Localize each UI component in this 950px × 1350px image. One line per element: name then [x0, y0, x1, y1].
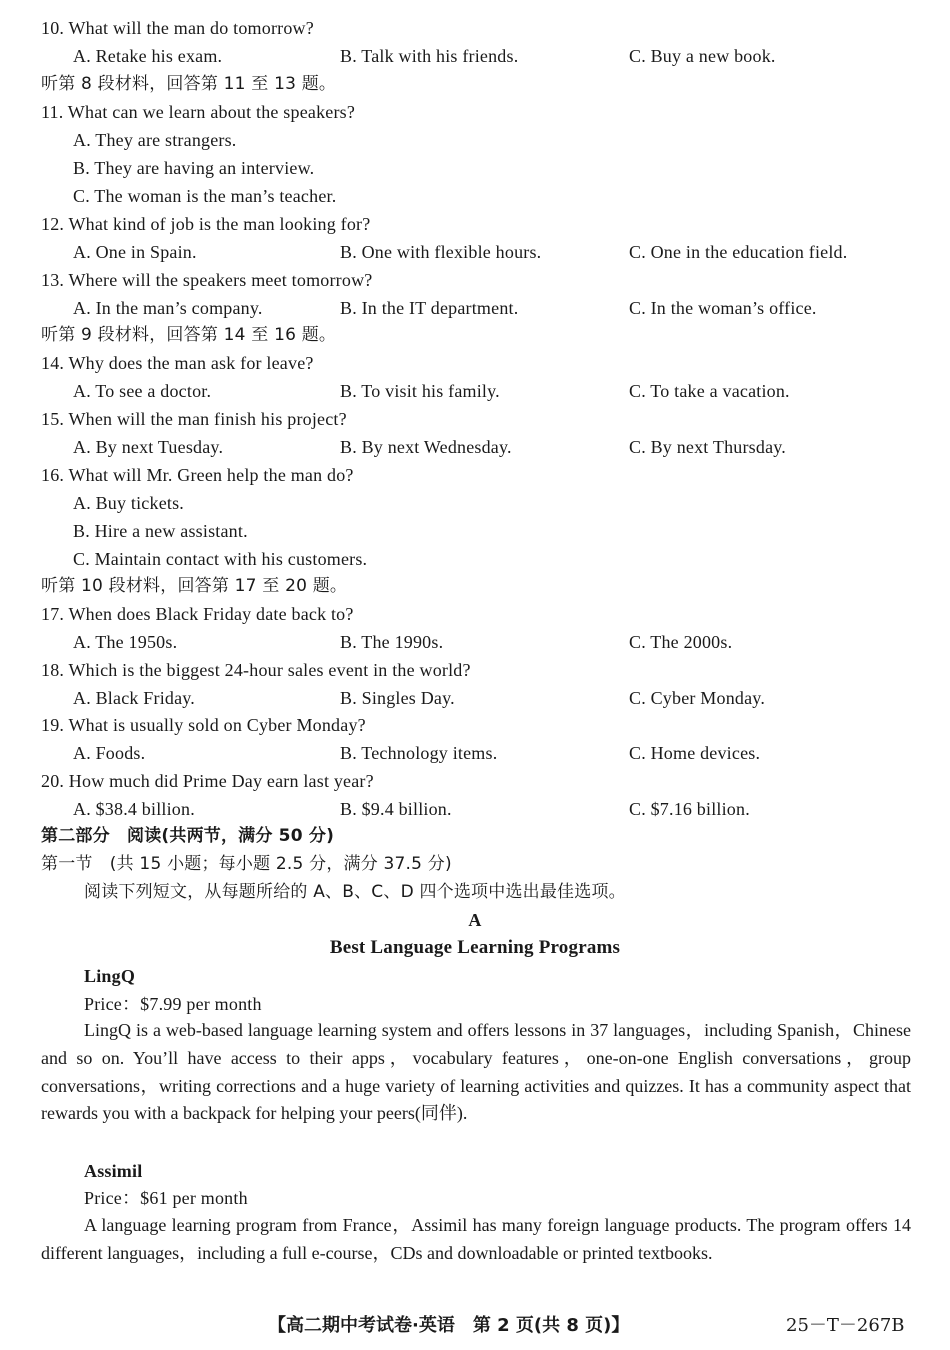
option-b: B. By next Wednesday. [340, 437, 512, 457]
program-price: Price：$61 per month [84, 1188, 248, 1208]
program-name: LingQ [84, 966, 136, 986]
passage-letter: A [468, 910, 482, 930]
option-b: B. Technology items. [340, 743, 498, 763]
option-a: A. In the man’s company. [73, 298, 263, 318]
option-c: C. $7.16 billion. [629, 799, 750, 819]
question-stem: 15. When will the man finish his project? [41, 409, 347, 429]
option-c: C. Cyber Monday. [629, 688, 766, 708]
reading-directions: 阅读下列短文，从每题所给的 A、B、C、D 四个选项中选出最佳选项。 [84, 882, 626, 902]
section1-heading: 第一节 (共 15 小题；每小题 2.5 分，满分 37.5 分) [41, 854, 452, 874]
question-stem: 14. Why does the man ask for leave? [41, 353, 314, 373]
option-c: C. In the woman’s office. [629, 298, 817, 318]
question-options [73, 42, 903, 70]
question-stem: 12. What kind of job is the man looking for? [41, 214, 371, 234]
option-b: B. $9.4 billion. [340, 799, 452, 819]
question-stem: 11. What can we learn about the speakers? [41, 102, 356, 122]
question-options [73, 684, 903, 712]
option-c: C. One in the education field. [629, 242, 848, 262]
program-description [41, 1017, 911, 1128]
question-stem: 19. What is usually sold on Cyber Monday? [41, 715, 366, 735]
option-b: B. In the IT department. [340, 298, 519, 318]
instruction-seg8: 听第 8 段材料，回答第 11 至 13 题。 [41, 74, 337, 94]
question-options [73, 377, 903, 405]
option-b: B. Talk with his friends. [340, 46, 519, 66]
option-c: C. The woman is the man’s teacher. [73, 186, 337, 206]
option-b: B. To visit his family. [340, 381, 500, 401]
option-c: C. By next Thursday. [629, 437, 786, 457]
option-b: B. One with flexible hours. [340, 242, 542, 262]
option-a: A. Retake his exam. [73, 46, 223, 66]
option-c: C. The 2000s. [629, 632, 733, 652]
program-description-text: LingQ is a web-based language learning system and offers lessons in 37 languages，including Spanish，Chinese and so on. You’ll have access to their apps，vocabulary features，one-on-one English conversations，group conversations，writing corrections and a huge variety of learning activities and quizzes. It has a community aspect that rewards you with a backpack for helping your peers(同伴). [41, 1020, 911, 1124]
instruction-seg9: 听第 9 段材料，回答第 14 至 16 题。 [41, 325, 337, 345]
question-stem: 10. What will the man do tomorrow? [41, 18, 314, 38]
option-a: A. $38.4 billion. [73, 799, 195, 819]
question-stem: 18. Which is the biggest 24-hour sales event in the world? [41, 660, 471, 680]
option-c: C. Home devices. [629, 743, 761, 763]
program-price: Price：$7.99 per month [84, 994, 262, 1014]
instruction-seg10: 听第 10 段材料，回答第 17 至 20 题。 [41, 576, 348, 596]
option-c: C. To take a vacation. [629, 381, 790, 401]
option-a: A. One in Spain. [73, 242, 197, 262]
option-a: A. They are strangers. [73, 130, 237, 150]
question-stem: 13. Where will the speakers meet tomorrow? [41, 270, 373, 290]
program-name: Assimil [84, 1161, 143, 1181]
option-a: A. Foods. [73, 743, 146, 763]
question-options [73, 739, 903, 767]
question-options [73, 628, 903, 656]
question-stem: 20. How much did Prime Day earn last year? [41, 771, 374, 791]
question-stem: 16. What will Mr. Green help the man do? [41, 465, 354, 485]
option-c: C. Buy a new book. [629, 46, 776, 66]
program-description [41, 1212, 911, 1268]
option-a: A. Buy tickets. [73, 493, 184, 513]
option-b: B. Hire a new assistant. [73, 521, 248, 541]
footer-title: 【高二期中考试卷·英语 第 2 页(共 8 页)】 [268, 1315, 630, 1336]
option-b: B. Singles Day. [340, 688, 455, 708]
question-options [73, 433, 903, 461]
option-a: A. Black Friday. [73, 688, 196, 708]
footer-code: 25－T－267B [786, 1315, 905, 1336]
option-a: A. The 1950s. [73, 632, 178, 652]
option-b: B. The 1990s. [340, 632, 444, 652]
question-options [73, 294, 903, 322]
question-options [73, 795, 903, 823]
option-c: C. Maintain contact with his customers. [73, 549, 368, 569]
question-options [73, 238, 903, 266]
passage-title: Best Language Learning Programs [329, 937, 621, 958]
option-b: B. They are having an interview. [73, 158, 315, 178]
option-a: A. To see a doctor. [73, 381, 212, 401]
part2-heading: 第二部分 阅读(共两节，满分 50 分) [41, 826, 335, 846]
program-description-text: A language learning program from France，Assimil has many foreign language products. The program offers 14 different languages，including a full e-course，CDs and downloadable or printed textbooks. [41, 1215, 911, 1263]
option-a: A. By next Tuesday. [73, 437, 224, 457]
question-stem: 17. When does Black Friday date back to? [41, 604, 354, 624]
